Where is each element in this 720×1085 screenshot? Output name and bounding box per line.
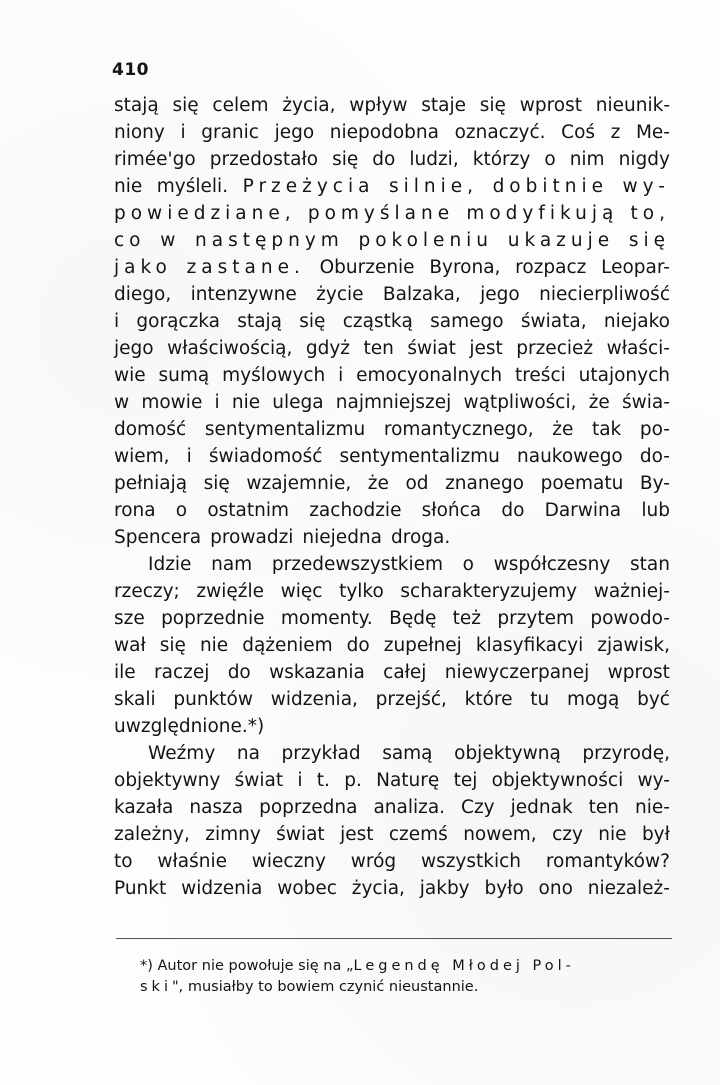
- word: życia,: [351, 878, 405, 899]
- word: i: [186, 446, 192, 467]
- word: o: [544, 149, 556, 170]
- word: i: [214, 392, 220, 413]
- word: emocyonalnych: [356, 365, 503, 386]
- word: ukazuje: [507, 230, 615, 251]
- word: zjawisk,: [597, 635, 670, 656]
- word: nie: [598, 824, 627, 845]
- word: nie: [114, 176, 143, 197]
- word: granic: [201, 122, 259, 143]
- word: nie: [231, 392, 261, 413]
- word: przedostało: [209, 149, 319, 170]
- word: mowie: [141, 392, 203, 413]
- text-line: [114, 632, 670, 659]
- word: było: [484, 878, 524, 899]
- word: o: [462, 554, 474, 575]
- footnote-prefix: *) Autor nie powołuje się na „: [140, 958, 354, 974]
- word: sentymentalizmu: [339, 446, 500, 467]
- text-line: [114, 443, 670, 470]
- word: niejedna: [302, 527, 382, 548]
- word: ostatnim: [207, 500, 290, 521]
- text-line: [114, 767, 670, 794]
- word: w: [160, 230, 181, 251]
- word: ulega: [272, 392, 324, 413]
- word: przejść,: [375, 689, 447, 710]
- word: jego: [114, 338, 154, 359]
- word: Naturę: [376, 770, 440, 791]
- word: się: [479, 95, 506, 116]
- word: właściwością,: [167, 338, 293, 359]
- word: pomyślane: [307, 203, 455, 224]
- word: klasyfikacyi: [475, 635, 584, 656]
- word: Idzie: [148, 554, 192, 575]
- word: ile: [114, 662, 136, 683]
- word: wiem,: [114, 446, 170, 467]
- word: ten: [363, 338, 394, 359]
- word: znanego: [445, 473, 525, 494]
- word: dobitnie: [492, 176, 609, 197]
- text-line: [114, 92, 670, 119]
- word: świat: [234, 770, 284, 791]
- word: świa-: [621, 392, 670, 413]
- word: nie-: [635, 797, 670, 818]
- word: pełniają: [114, 473, 188, 494]
- word: wał: [114, 635, 146, 656]
- text-line: [114, 524, 670, 551]
- word: By-: [639, 473, 670, 494]
- word: być: [637, 689, 670, 710]
- word: prowadzi: [210, 527, 294, 548]
- text-line: [114, 848, 670, 875]
- word: właśnie: [157, 851, 227, 872]
- word: sentymentalizmu: [204, 419, 366, 440]
- text-line: [114, 659, 670, 686]
- word: i: [338, 365, 344, 386]
- word: i: [180, 122, 186, 143]
- word: wy-: [637, 770, 670, 791]
- word: Przeżycia: [242, 176, 375, 197]
- word: nie: [199, 635, 229, 656]
- word: samego: [430, 311, 504, 332]
- word: stają: [237, 311, 283, 332]
- word: zależny,: [114, 824, 190, 845]
- word: naukowego: [517, 446, 623, 467]
- text-line: [114, 119, 670, 146]
- word: celem: [212, 95, 269, 116]
- word: był: [641, 824, 670, 845]
- word: poematu: [540, 473, 624, 494]
- word: myślowych: [222, 365, 326, 386]
- word: niewyczerpanej: [444, 662, 590, 683]
- word: treści: [514, 365, 566, 386]
- word: punktów: [173, 689, 253, 710]
- word: zachodzie: [309, 500, 402, 521]
- word: utajonych: [578, 365, 670, 386]
- footnote-title-spaced: Legendę Młodej Pol-: [353, 958, 575, 974]
- word: mogą: [566, 689, 620, 710]
- word: że: [552, 419, 574, 440]
- word: czy: [552, 824, 583, 845]
- word: że: [588, 392, 610, 413]
- word: i: [114, 311, 120, 332]
- word: silnie,: [388, 176, 479, 197]
- word: powodo-: [590, 608, 670, 629]
- word: lub: [641, 500, 670, 521]
- word: całej: [383, 662, 427, 683]
- word: uwzględnione.*): [114, 716, 265, 737]
- text-line: [114, 389, 670, 416]
- word: Darwina: [544, 500, 622, 521]
- footnote-title-end: ski: [140, 979, 172, 995]
- word: się: [332, 149, 359, 170]
- word: czemś: [388, 824, 448, 845]
- word: do: [501, 500, 525, 521]
- text-line: [114, 416, 670, 443]
- word: na: [236, 743, 260, 764]
- word: świadomość: [208, 446, 323, 467]
- word: scharakteryzujemy: [400, 581, 578, 602]
- text-line: [114, 146, 670, 173]
- word: się: [172, 95, 199, 116]
- word: ono: [538, 878, 573, 899]
- word: jako: [114, 257, 172, 278]
- word: przecież: [516, 338, 594, 359]
- word: którzy: [472, 149, 531, 170]
- word: myśleli.: [156, 176, 229, 197]
- word: gorączka: [136, 311, 221, 332]
- text-line: [114, 497, 670, 524]
- word: domość: [114, 419, 187, 440]
- word: widzenia,: [270, 689, 358, 710]
- text-line: [114, 605, 670, 632]
- word: pokoleniu: [358, 230, 494, 251]
- word: wieczny: [251, 851, 326, 872]
- word: przykład: [281, 743, 361, 764]
- word: które: [464, 689, 513, 710]
- word: sumą: [158, 365, 210, 386]
- word: Coś: [561, 122, 596, 143]
- word: widzenia: [181, 878, 263, 899]
- word: jednak: [510, 797, 573, 818]
- word: to,: [630, 203, 670, 224]
- word: tej: [453, 770, 478, 791]
- text-line: [114, 362, 670, 389]
- text-line: [114, 308, 670, 335]
- word: modyfikują: [466, 203, 619, 224]
- text-line: [114, 281, 670, 308]
- word: przedewszystkiem: [271, 554, 443, 575]
- text-line: [114, 578, 670, 605]
- word: nam: [211, 554, 253, 575]
- word: objektywną: [454, 743, 561, 764]
- word: raczej: [154, 662, 210, 683]
- word: oznaczyć.: [454, 122, 546, 143]
- word: następnym: [195, 230, 344, 251]
- word: romantyków?: [545, 851, 670, 872]
- word: p.: [344, 770, 362, 791]
- word: niecierpliwość: [539, 284, 670, 305]
- word: wy-: [622, 176, 670, 197]
- word: ludzi,: [409, 149, 459, 170]
- word: świat: [276, 824, 325, 845]
- word: niepodobna: [329, 122, 439, 143]
- word: Spencera: [114, 527, 202, 548]
- word: życia,: [282, 95, 336, 116]
- word: wróg: [350, 851, 397, 872]
- word: tak: [591, 419, 622, 440]
- word: rona: [114, 500, 156, 521]
- word: nieunik-: [595, 95, 670, 116]
- text-line: [114, 227, 670, 254]
- footnote-line-2: [140, 977, 672, 998]
- footnote-rest: ", musiałby to bowiem czynić nieustannie.: [171, 979, 479, 995]
- word: objektywny: [114, 770, 221, 791]
- word: droga.: [391, 527, 451, 548]
- footnote-line-1: [140, 956, 672, 977]
- word: wprost: [519, 95, 582, 116]
- word: wprost: [607, 662, 670, 683]
- word: jego: [274, 122, 315, 143]
- word: jakby: [419, 878, 470, 899]
- word: poprzedna: [259, 797, 358, 818]
- word: to: [114, 851, 133, 872]
- word: zwięźle: [196, 581, 264, 602]
- word: wszystkich: [420, 851, 522, 872]
- word: się: [159, 635, 186, 656]
- text-line: [114, 254, 670, 281]
- word: zimny: [205, 824, 261, 845]
- word: więc: [280, 581, 323, 602]
- word: rzeczy;: [114, 581, 180, 602]
- word: Me-: [635, 122, 670, 143]
- word: tu: [530, 689, 550, 710]
- word: jest: [340, 824, 374, 845]
- word: od: [405, 473, 429, 494]
- word: objektywności: [491, 770, 624, 791]
- word: się: [628, 230, 670, 251]
- word: t.: [316, 770, 330, 791]
- text-line: [114, 713, 670, 740]
- word: stają: [114, 95, 159, 116]
- page-number: 410: [112, 60, 149, 80]
- word: Byrona,: [429, 257, 501, 278]
- word: niony: [114, 122, 165, 143]
- word: z: [610, 122, 621, 143]
- word: i: [297, 770, 303, 791]
- footnote: [140, 956, 672, 998]
- word: słońca: [421, 500, 482, 521]
- text-line: [114, 686, 670, 713]
- word: przytem: [497, 608, 575, 629]
- word: wątpliwości,: [463, 392, 577, 413]
- text-line: [114, 875, 670, 902]
- word: zupełnej: [383, 635, 462, 656]
- word: życie: [316, 284, 364, 305]
- word: rozpacz: [515, 257, 587, 278]
- word: powiedziane,: [114, 203, 296, 224]
- word: wpływ: [349, 95, 408, 116]
- footnote-separator: [116, 938, 672, 939]
- word: ten: [588, 797, 620, 818]
- word: diego,: [114, 284, 172, 305]
- text-line: [114, 173, 670, 200]
- word: w: [114, 392, 130, 413]
- word: Czy: [461, 797, 495, 818]
- main-text: [114, 92, 670, 902]
- word: do: [346, 635, 370, 656]
- text-line: [114, 335, 670, 362]
- word: najmniejszej: [335, 392, 452, 413]
- word: po-: [639, 419, 670, 440]
- word: się: [299, 311, 326, 332]
- word: że: [367, 473, 389, 494]
- word: świata,: [520, 311, 587, 332]
- word: momenty.: [280, 608, 373, 629]
- word: nowem,: [463, 824, 537, 845]
- word: skali: [114, 689, 156, 710]
- word: Leopar-: [601, 257, 670, 278]
- word: samą: [382, 743, 433, 764]
- word: poprzednie: [161, 608, 265, 629]
- word: właści-: [606, 338, 670, 359]
- word: sze: [114, 608, 145, 629]
- word: Balzaka,: [382, 284, 461, 305]
- word: intenzywne: [190, 284, 297, 305]
- word: romantycznego,: [383, 419, 534, 440]
- word: nim: [569, 149, 605, 170]
- text-line: [114, 821, 670, 848]
- word: wobec: [277, 878, 337, 899]
- word: świat: [407, 338, 456, 359]
- word: staje: [421, 95, 466, 116]
- word: wie: [114, 365, 146, 386]
- word: tylko: [339, 581, 384, 602]
- text-line: [114, 740, 670, 767]
- word: cząstką: [342, 311, 413, 332]
- word: się: [203, 473, 230, 494]
- word: przyrodę,: [582, 743, 670, 764]
- word: Będę: [389, 608, 437, 629]
- word: kazała: [114, 797, 174, 818]
- word: niejako: [603, 311, 670, 332]
- word: rimée'go: [114, 149, 196, 170]
- word: do: [227, 662, 251, 683]
- word: o: [175, 500, 188, 521]
- word: do-: [639, 446, 670, 467]
- text-line: [114, 794, 670, 821]
- word: analiza.: [373, 797, 446, 818]
- word: też: [452, 608, 482, 629]
- word: stan: [629, 554, 670, 575]
- word: Weźmy: [148, 743, 216, 764]
- word: jego: [480, 284, 520, 305]
- word: jest: [469, 338, 503, 359]
- word: wskazania: [269, 662, 365, 683]
- text-line: [114, 551, 670, 578]
- word: nasza: [189, 797, 244, 818]
- text-line: [114, 200, 670, 227]
- word: niezależ-: [587, 878, 670, 899]
- word: nigdy: [618, 149, 670, 170]
- word: gdyż: [305, 338, 351, 359]
- word: Oburzenie: [319, 257, 415, 278]
- word: współczesny: [493, 554, 611, 575]
- word: do: [372, 149, 396, 170]
- word: dążeniem: [242, 635, 333, 656]
- word: zastane.: [186, 257, 305, 278]
- word: ważniej-: [593, 581, 670, 602]
- word: Punkt: [114, 878, 167, 899]
- word: co: [114, 230, 146, 251]
- text-line: [114, 470, 670, 497]
- word: wzajemnie,: [246, 473, 352, 494]
